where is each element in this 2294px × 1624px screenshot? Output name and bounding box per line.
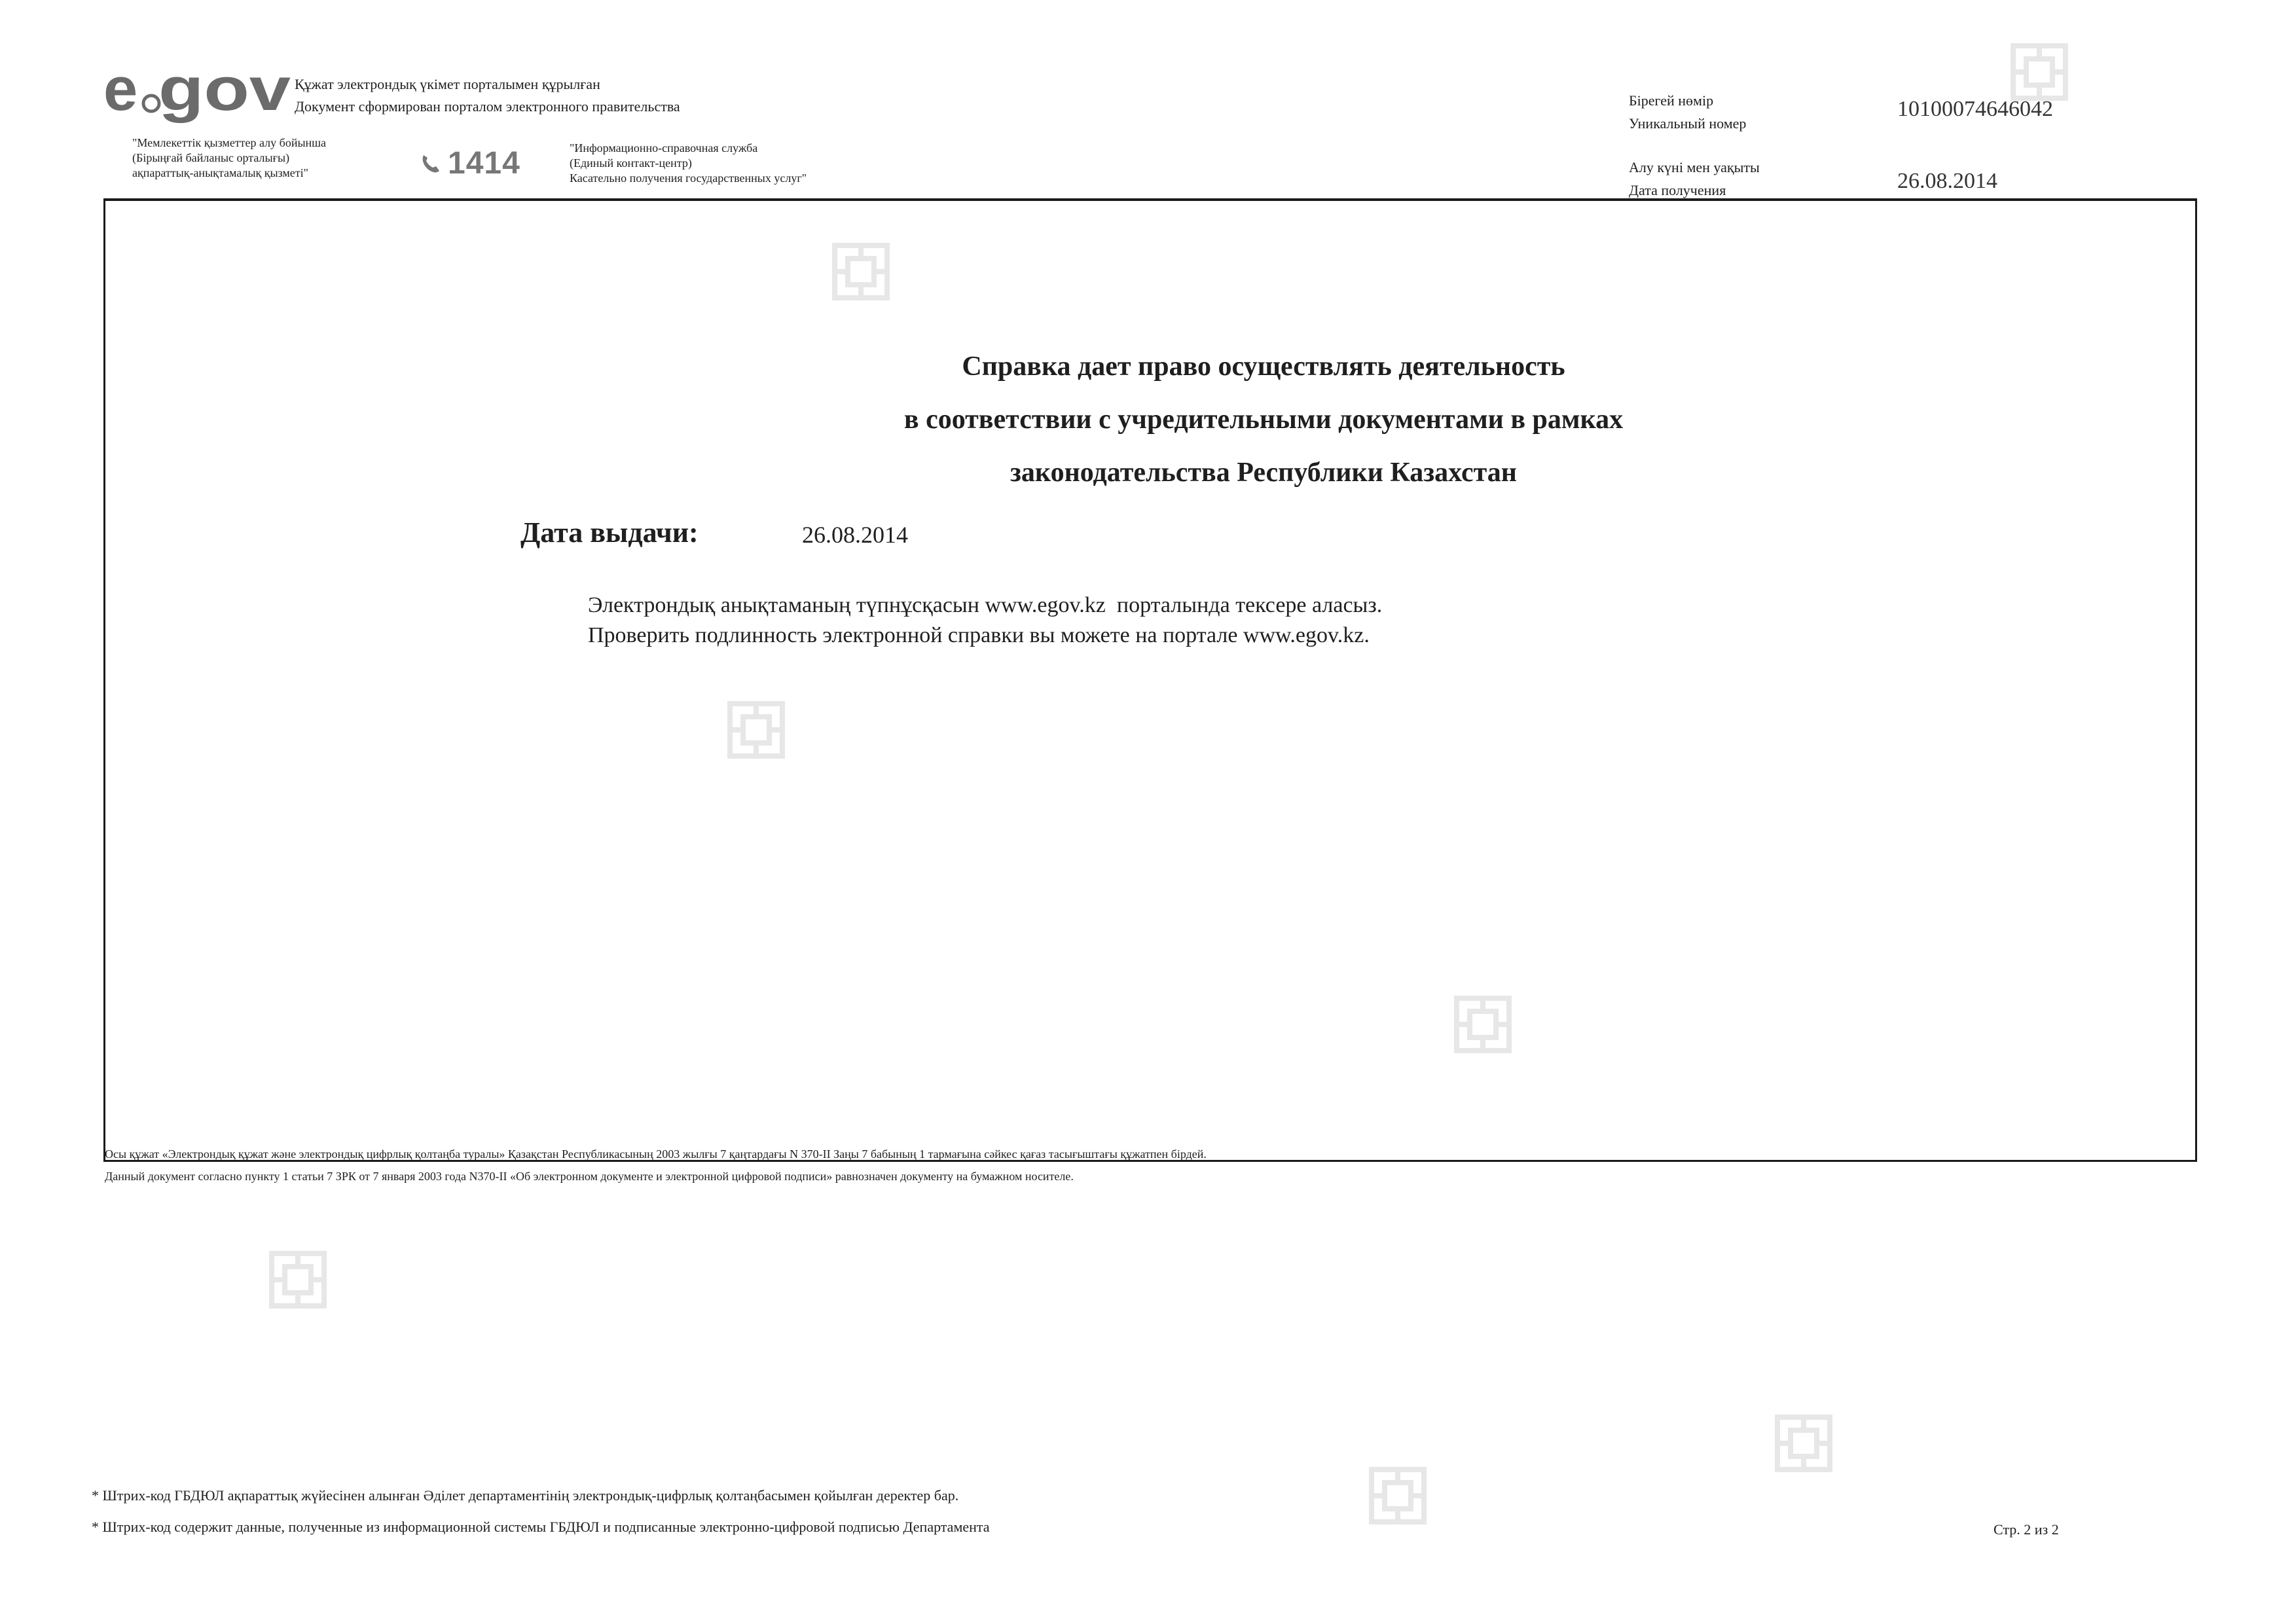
- ornament-watermark-icon: [262, 1244, 334, 1316]
- verification-note-ru: Проверить подлинность электронной справки вы можете на портале www.egov.kz.: [588, 623, 1370, 647]
- contact-phone: [418, 147, 520, 179]
- service-info-ru: [570, 141, 807, 186]
- unique-number-label-kz: Бірегей нөмір: [1629, 92, 1714, 109]
- service-info-kz-line: (Бірыңғай байланыс орталығы): [132, 151, 290, 164]
- svg-text:e: e: [103, 63, 138, 123]
- barcode-note-ru: * Штрих-код содержит данные, полученные из информационной системы ГБДЮЛ и подписанные электронно-цифровой подписью Департамента: [92, 1519, 990, 1535]
- legal-note-ru: Данный документ согласно пункту 1 статьи 7 ЗРК от 7 января 2003 года N370-II «Об электронном документе и электронной цифровой подписи» равнозначен документу на бумажном носителе.: [105, 1170, 1074, 1183]
- ornament-watermark-icon: [1447, 988, 1519, 1060]
- receipt-date-label-ru: Дата получения: [1629, 182, 1726, 198]
- service-info-ru-line: (Единый контакт-центр): [570, 156, 692, 170]
- svg-text:gov: gov: [158, 63, 291, 123]
- verification-note-kz: Электрондық анықтаманың түпнұсқасын www.egov.kz порталында тексере аласыз.: [588, 593, 1383, 617]
- issue-date-label: Дата выдачи:: [520, 516, 699, 549]
- ornament-watermark-icon: [2003, 36, 2075, 108]
- unique-number: 10100074646042: [1897, 97, 2053, 121]
- service-info-ru-line: "Информационно-справочная служба: [570, 141, 758, 154]
- egov-logo: [103, 63, 291, 123]
- certificate-title-line: законодательства Республики Казахстан: [1010, 458, 1517, 488]
- certificate-title: [668, 340, 1859, 499]
- document-meta-labels: [1629, 89, 1760, 202]
- portal-caption: [295, 73, 680, 118]
- phone-icon: [418, 150, 444, 176]
- legal-note: [105, 1147, 1545, 1191]
- legal-note-kz: Осы құжат «Электрондық құжат және электрондық цифрлық қолтаңба туралы» Қазақстан Республикасының 2003 жылғы 7 қаңтардағы N 370-II Заңы 7 бабының 1 тармағына сәйкес қағаз тасығыштағы құжатпен бірдей.: [105, 1147, 1207, 1161]
- page-number: Стр. 2 из 2: [1994, 1521, 2059, 1538]
- portal-caption-kz: Құжат электрондық үкімет порталымен құрылған: [295, 76, 600, 92]
- barcode-note-kz: * Штрих-код ГБДЮЛ ақпараттық жүйесінен алынған Әділет департаментінің электрондық-цифрлық қолтаңбасымен қойылған деректер бар.: [92, 1487, 959, 1504]
- receipt-date-label-kz: Алу күні мен уақыты: [1629, 159, 1760, 175]
- phone-number: 1414: [448, 145, 520, 181]
- certificate-title-line: Справка дает право осуществлять деятельность: [962, 352, 1565, 382]
- service-info-kz: [132, 135, 326, 181]
- issue-date: 26.08.2014: [802, 522, 908, 548]
- ornament-watermark-icon: [720, 694, 792, 766]
- document-meta-values: [1897, 96, 2053, 194]
- service-info-kz-line: ақпараттық-анықтамалық қызметі": [132, 166, 309, 179]
- certificate-title-line: в соответствии с учредительными документами в рамках: [903, 405, 1624, 435]
- portal-caption-ru: Документ сформирован порталом электронного правительства: [295, 98, 680, 115]
- receipt-date: 26.08.2014: [1897, 169, 1997, 193]
- service-info-ru-line: Касательно получения государственных услуг": [570, 171, 807, 185]
- unique-number-label-ru: Уникальный номер: [1629, 115, 1747, 132]
- service-info-kz-line: "Мемлекеттік қызметтер алу бойынша: [132, 136, 327, 149]
- ornament-watermark-icon: [825, 236, 897, 308]
- ornament-watermark-icon: [1768, 1407, 1840, 1479]
- verification-note: [588, 590, 1382, 651]
- ornament-watermark-icon: [1362, 1460, 1434, 1532]
